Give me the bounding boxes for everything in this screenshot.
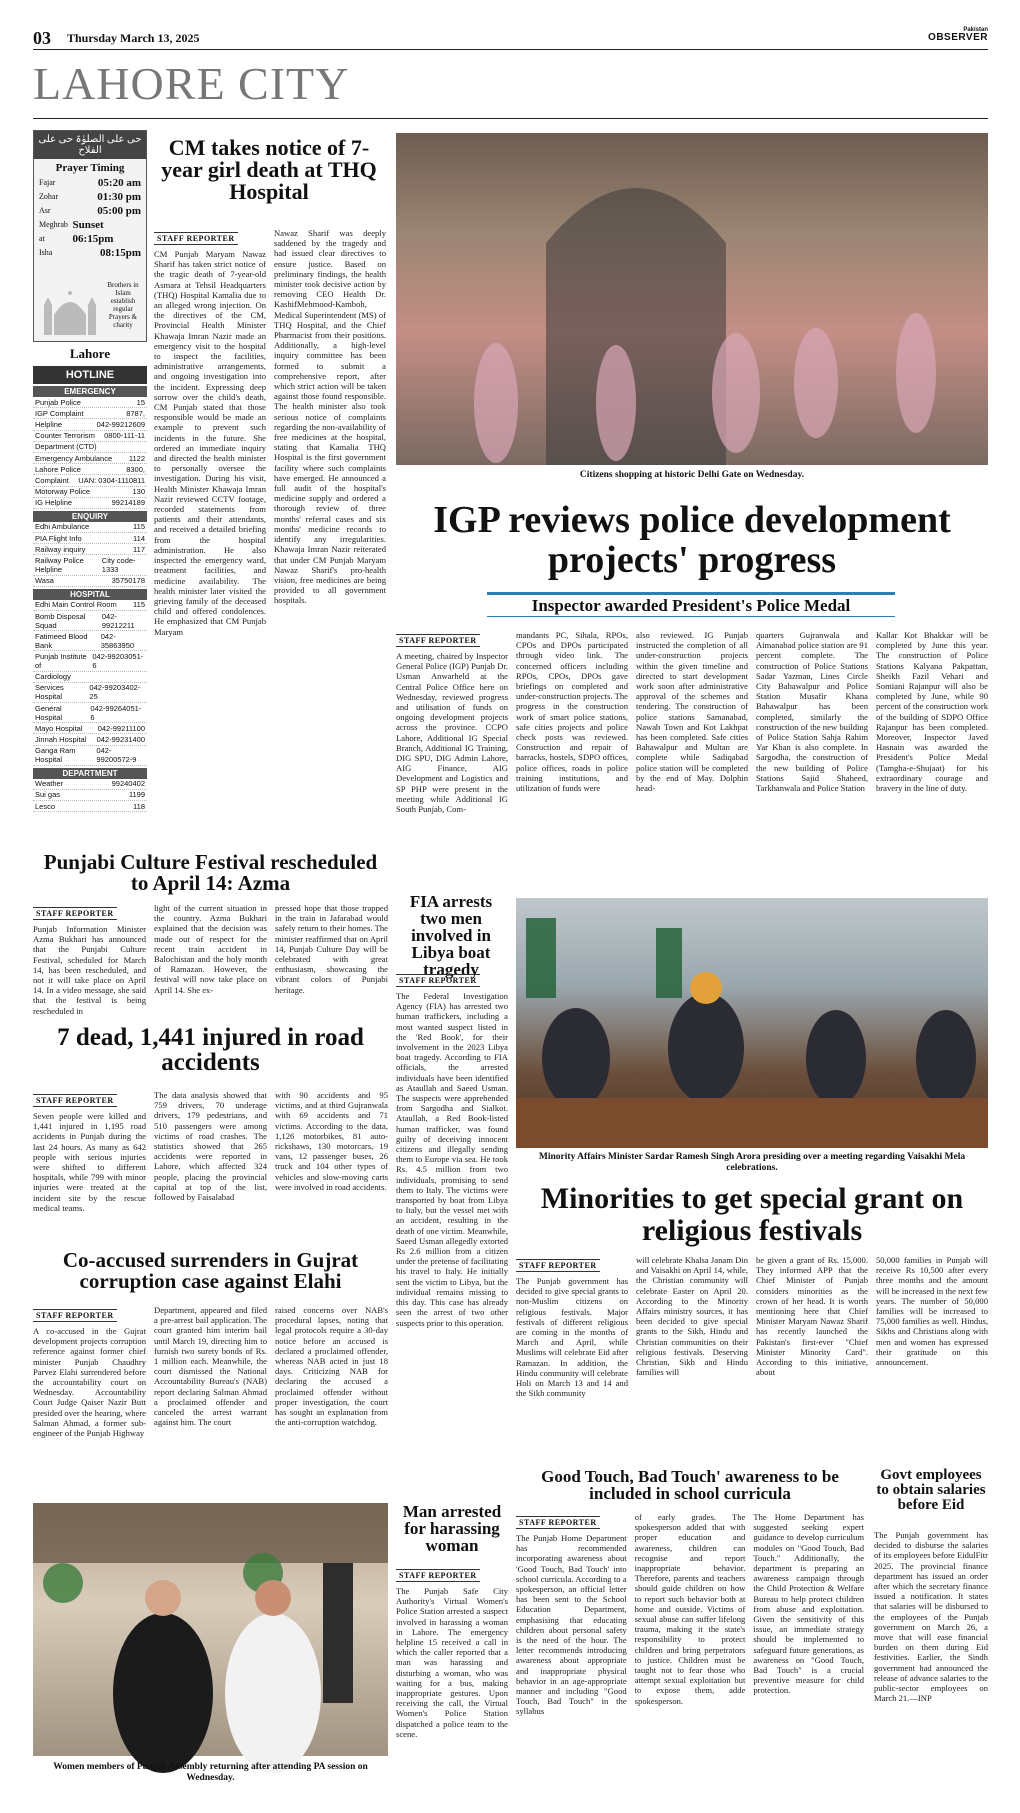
prayer-title: Prayer Timing — [55, 162, 125, 174]
hotline-box — [33, 366, 147, 811]
harass-headline: Man arrested for harassing woman — [402, 1502, 502, 1555]
hotline-title: HOTLINE — [33, 366, 147, 384]
goodtouch-byline: STAFF REPORTER — [516, 1516, 600, 1529]
minority-meeting-caption: Minority Affairs Minister Sardar Ramesh Singh Arora presiding over a meeting regarding Vaisakhi Mela celebrations. — [538, 1152, 966, 1173]
prayer-time: Sunset 06:15pm — [72, 219, 114, 245]
cm-article — [154, 228, 386, 848]
hotline-number: 115 — [133, 522, 145, 532]
minorities-col2: will celebrate Khalsa Janam Din and Vaisakhi on April 14, while, the Christian community will celebrate Easter on April 20. According to the Minority Affairs ministry sources, it has been decided to give special grants to the Sikh, Hindu and Christian communities on their religious festivals. Deserving Christian, Sikh and Hindu families will — [636, 1255, 748, 1378]
prayer-name: Asr — [39, 206, 51, 215]
fia-byline: STAFF REPORTER — [396, 974, 480, 987]
hotline-row — [33, 631, 147, 651]
hotline-number: 042-99231400 — [96, 734, 145, 744]
minority-meeting-photo — [516, 898, 988, 1148]
hotline-label: Bomb Disposal Squad — [35, 611, 86, 630]
hotline-number: 042-35863950 — [100, 631, 135, 650]
hotline-number: 114 — [133, 533, 145, 543]
hotline-row — [33, 498, 147, 509]
brand-logo: Pakistan OBSERVER — [928, 27, 988, 43]
header-rule — [33, 49, 988, 50]
hotline-number: 042-99212211 — [101, 611, 135, 630]
section-title: LAHORE CITY — [33, 58, 350, 109]
minorities-article — [516, 1255, 988, 1455]
hotline-label: Lesco — [35, 801, 56, 811]
issue-date: Thursday March 13, 2025 — [67, 31, 200, 45]
hotline-number: 115 — [133, 600, 145, 610]
prayer-name: Zohar — [39, 192, 59, 201]
hotline-label: Sui gas — [35, 790, 61, 800]
elahi-col3: raised concerns over NAB's procedural lapses, noting that legal protocols require a 30-day notice before an accused is declared a proclaimed offender, whereas NAB acted in just 18 days. Criticizing NAB for declaring the accused a proclaimed offender without proper investigation, the court has sought an explanation from the anti-corruption watchdog. — [275, 1305, 388, 1428]
hotline-label: Counter Terrorism — [35, 431, 95, 441]
hotline-row — [33, 576, 147, 587]
govt-headline: Govt employees to obtain salaries before Eid — [876, 1467, 986, 1513]
cm-byline: STAFF REPORTER — [154, 232, 238, 245]
goodtouch-col3: The Home Department has suggested seeking expert guidance to develop curriculum modules on "Good Touch, Bad Touch." Additionally, the department is preparing an awareness campaign through the Child Protection & Welfare Bureau to help protect children from abuse and exploitation. Given the sensitivity of this issue, an immediate strategy should be implemented to safeguard future generations, as awareness on "Good Touch, Bad Touch" is a crucial preventive measure for child protection. — [753, 1512, 865, 1696]
hotline-label: Ganga Ram Hospital — [35, 746, 76, 765]
punjabi-col3: pressed hope that those trapped in the train in Jafarabad would safely return to their homes. The minister reaffirmed that on April 14, Punjab Culture Day will be celebrated with great enthusiasm, showcasing the vibrant colors of Punjabi heritage. — [275, 903, 388, 995]
cm-col1: CM Punjab Maryam Nawaz Sharif has taken strict notice of the tragic death of 7-year-old Asmara at Tehsil Headquarters (THQ) Hospital Kamalia due to an alleged wrong injection. On the directives of the CM, Provincial Health Minister Khawaja Imran Nazir made an emergency visit to the hospital to inspect the facilities, administrative arrangements, and ongoing investigation into the incident. Expressing deep sorrow over the child's death, CM Punjab stated that those responsible would be made an example to prevent such incidents in the future. She ordered an immediate inquiry and directed the health minister to personally oversee the investigation. During his visit, Health Minister Khawaja Imran Nazir reviewed CCTV footage, recorded statements from patients and their attendants, and received a detailed briefing from the hospital administration. He also inspected the emergency ward, treatment facilities, and medicine availability. The health minister later visited the grieving family of the deceased child and offered condolences. He emphasized that CM Punjab Maryam — [154, 249, 266, 637]
prayer-timing-box — [33, 130, 147, 342]
igp-byline: STAFF REPORTER — [396, 634, 480, 647]
hotline-label: General Hospital — [35, 703, 63, 722]
minorities-col4: 50,000 families in Punjab will receive Rs 10,500 after every three months and the amount will be increased in the next few years. The number of 50,000 families will be increased to 75,000 families as well. Hindus, Sikhs and Christians along with men and women has expressed their gratitude on this announcement. — [876, 1255, 988, 1368]
hotline-row — [33, 431, 147, 442]
hotline-row — [33, 419, 147, 430]
minorities-byline: STAFF REPORTER — [516, 1259, 600, 1272]
hotline-row — [33, 544, 147, 555]
hotline-label: Edhi Main Control Room — [35, 600, 117, 610]
hotline-group-title: HOSPITAL — [33, 589, 147, 600]
igp-col4: quarters Gujranwala and Aimanabad police station are 91 percent complete. The construction of Police Stations Sadar Yazman, Lines Circle City Bahawalpur and Police Station Musafir Khana Bahawalpur has been completed, similarly the construction of the new building of Police Station Sahja Rahim Yar Khan is also complete. In Sargodha, the construction of the new building of Police Stations Sajid Shaheed, Tarkhanwala and Police Station — [756, 630, 868, 794]
page-number: 03 — [33, 28, 51, 48]
punjabi-col1: Punjab Information Minister Azma Bukhari has announced that the Punjabi Culture Festival, scheduled for March 14, has been rescheduled, and not it will take place on April 14. In a video message, she said that the festival is being rescheduled in — [33, 924, 146, 1016]
punjabi-headline: Punjabi Culture Festival rescheduled to April 14: Azma — [43, 850, 378, 895]
hotline-number: 130 — [132, 487, 145, 497]
hotline-row — [33, 600, 147, 611]
hotline-number: 042-99203051-6 — [92, 651, 144, 670]
hotline-label: Punjab Institute of — [35, 651, 87, 670]
prayer-city: Lahore — [69, 346, 111, 361]
govt-text: The Punjab government has decided to disburse the salaries of its employees before EidulFitr 2025. The provincial finance department has issued an order after which the secretary finance issued a notification. It states that salaries will be disbursed to the employees of the Punjab government on March 26, a move that will ease financial burden on them during Eid festivities. Earlier, the Sindh government had announced the release of advance salaries to the public-sector employees on March 21.—INP — [874, 1530, 988, 1704]
hotline-number: 042-99264051-6 — [90, 703, 142, 722]
accidents-headline: 7 dead, 1,441 injured in road accidents — [57, 1024, 364, 1076]
hotline-row — [33, 611, 147, 631]
hotline-label: Fatimeed Blood Bank — [35, 631, 88, 650]
igp-col1: A meeting, chaired by Inspector General Police (IGP) Punjab Dr. Usman Anwarheld at the Central Police Office here on Wednesday, reviewed progress and utilisation of funds on ongoing development projects across the province. CCPO Lahore, Additional IG Special Branch, Additional IG Training, DIG SPU, DIG Admin Lahore, AIG Finance, AIG Development and Logistics and SP PHP were present in the meeting while Additional IG South Punjab, Com- — [396, 651, 508, 815]
punjabi-article — [33, 903, 388, 1018]
hotline-row — [33, 442, 147, 453]
hotline-row — [33, 790, 147, 801]
hotline-label: Motorway Police — [35, 487, 91, 497]
hotline-label: PIA Flight Info — [35, 533, 82, 543]
hotline-label: Emergency Ambulance — [35, 453, 113, 463]
hotline-number: 118 — [133, 801, 145, 811]
accidents-article — [33, 1090, 388, 1245]
igp-article — [396, 630, 988, 880]
prayer-time-row — [39, 246, 141, 260]
hotline-number: City code-1333 — [101, 556, 136, 575]
igp-col5: Kallar Kot Bhakkar will be completed by June this year. The construction of Police Stations Kalyana Pakpattan, Sheikh Fazil Vehari and Somiani Rajanpur will also be completed by June, while 90 percent of the construction work of the building of SDPO Office Rajanpur has been completed. Moreover, Inspector Javed Hasnain was awarded the President's Police Medal (Tamgha-e-Shujaat) for his extraordinary courage and bravery in the line of duty. — [876, 630, 988, 794]
hotline-label: Punjab Police — [35, 397, 81, 407]
prayer-time-row — [39, 190, 141, 204]
hotline-number: 1122 — [128, 453, 145, 463]
prayer-time: 01:30 pm — [97, 191, 141, 203]
goodtouch-col2: of early grades. The spokesperson added that with proper education and awareness, children can recognise and report inappropriate behavior. Therefore, parents and teachers should guide children on how to report such behavior both at home and outside. Victims of sexual abuse can suffer lifelong trauma, making it the state's responsibility to protect children and bring perpetrators to justice. Children must be taught not to fear those who attempt sexual exploitation but to expose them, adde spokesperson. — [634, 1512, 746, 1706]
hotline-row — [33, 533, 147, 544]
hotline-number: 117 — [133, 544, 145, 554]
hotline-row — [33, 734, 147, 745]
goodtouch-article — [516, 1512, 864, 1792]
hotline-row — [33, 651, 147, 671]
goodtouch-headline: Good Touch, Bad Touch' awareness to be included in school curricula — [541, 1467, 839, 1503]
hotline-row — [33, 522, 147, 533]
elahi-article — [33, 1305, 388, 1495]
hotline-number: 15 — [136, 397, 145, 407]
elahi-byline: STAFF REPORTER — [33, 1309, 117, 1322]
prayer-note: Brothers in Islam establish regular Prayers & charity — [107, 281, 139, 329]
hotline-label: Railway Police Helpline — [35, 556, 84, 575]
hotline-row — [33, 672, 147, 683]
prayer-arabic: حی علی الصلوٰۃ حی علی الفلاح — [34, 131, 146, 159]
assembly-women-photo — [33, 1503, 388, 1756]
hotline-label: Lahore Police — [35, 464, 81, 474]
hotline-number: 8300, — [126, 464, 145, 474]
hotline-number: 042-99211100 — [97, 723, 145, 733]
accidents-col1: Seven people were killed and 1,441 injured in 1,195 road accidents in Punjab during the last 24 hours. As many as 642 people with serious injuries were shifted to different hospitals, while 799 with minor injuries were treated at the incident site by the rescue medical teams. — [33, 1111, 146, 1213]
hotline-number: 042-99200572-9 — [96, 746, 137, 765]
hotline-label: Cardiology — [35, 672, 71, 682]
igp-headline: IGP reviews police development projects' progress — [433, 499, 951, 581]
hotline-label: Department (CTD) — [35, 442, 97, 452]
cm-col2: Nawaz Sharif was deeply saddened by the tragedy and had issued clear directives to ensure justice. Based on preliminary findings, the health minister took decisive action by removing CEO Health Dr. KashifMehmood-Kamboh, Medical Superintendent (MS) of THQ Hospital, and the Chief Pharmacist from their positions. Additionally, a high-level inquiry committee has been formed to submit a comprehensive report, after which strict action will be taken against those found responsible. The health minister also took serious notice of complaints regarding the non-availability of free medicines at the hospital, stating that Kamalia THQ Hospital is the first government facility where such complaints have emerged. He announced a full audit of the hospital's medicine supply and ordered a thorough review of three months' referral cases and six months' medicine records to identify any irregularities. Khawaja Imran Nazir reiterated that under CM Punjab Maryam Nawaz Sharif's pro-health vision, free medicines are being provided to all government hospitals. — [274, 228, 386, 606]
harass-text: The Punjab Safe City Authority's Virtual Women's Police Station arrested a suspect involved in harassing a woman in Lahore. The emergency helpline 15 received a call in which the caller reported that a man was harassing and disturbing a woman, who was waiting for a bus, making inappropriate gestures. Upon receiving the call, the Virtual Women's Police Station dispatched a police team to the scene. — [396, 1586, 508, 1739]
mosque-icon — [38, 275, 102, 335]
elahi-col1: A co-accused in the Gujrat development projects corruption reference against former chief minister Punjab Chaudhry Parvez Elahi surrendered before the accountability court on Wednesday. Accountability Court Judge Qaiser Nazir Butt presided over the hearing, where Salman Ahmad, a former sub-engineer of the Punjab Highway — [33, 1326, 146, 1439]
hotline-label: Railway inquiry — [35, 544, 86, 554]
hotline-row — [33, 408, 147, 419]
cm-headline: CM takes notice of 7- year girl death at THQ Hospital — [161, 135, 377, 204]
delhi-gate-photo — [396, 133, 988, 465]
minorities-col3: be given a grant of Rs. 15,000. They informed APP that the Chief Minister of Punjab considers minorities as the crown of her head. It is worth mentioning here that Chief Minister Maryam Nawaz Sharif has recently launched the Pakistan's first-ever "Chief Minister Minority Card". According to this initiative, about — [756, 1255, 868, 1378]
hotline-row — [33, 555, 147, 575]
hotline-label: IGP Complaint — [35, 408, 84, 418]
hotline-group-title: ENQUIRY — [33, 511, 147, 522]
hotline-row — [33, 746, 147, 766]
hotline-label: Complaint — [35, 475, 69, 485]
hotline-label: Edhi Ambulance — [35, 522, 90, 532]
goodtouch-col1: The Punjab Home Department has recommended incorporating awareness about 'Good Touch, Bad Touch' into school curricula. According to a spokesperson, an official letter has been sent to the School Education Department, emphasising that educating children about personal safety is the need of the hour. The letter recommends introducing awareness about appropriate and inappropriate physical behavior in an age-appropriate manner and including "Good Touch, Bad Touch" in the syllabus — [516, 1533, 627, 1717]
hotline-row — [33, 683, 147, 703]
hotline-number: UAN: 0304-1110811 — [78, 475, 145, 485]
accidents-byline: STAFF REPORTER — [33, 1094, 117, 1107]
hotline-row — [33, 464, 147, 475]
minorities-col1: The Punjab government has decided to give special grants to non-Muslim citizens on religious festivals. Major festivals of different religious are coming in the months of March and April, while Muslims will celebrate Eid after Ramazan. In addition, the Hindu community will celebrate Holi on March 13 and 14 and the Sikh community — [516, 1276, 628, 1399]
delhi-gate-caption: Citizens shopping at historic Delhi Gate on Wednesday. — [579, 470, 805, 480]
igp-subhead: Inspector awarded President's Police Medal — [531, 596, 851, 615]
hotline-label: Helpline — [35, 419, 63, 429]
section-rule — [33, 118, 988, 119]
hotline-group-title: DEPARTMENT — [33, 768, 147, 779]
prayer-time: 08:15pm — [100, 247, 141, 259]
harass-byline: STAFF REPORTER — [396, 1569, 480, 1582]
igp-subhead-bar — [487, 592, 895, 617]
prayer-time: 05:00 pm — [97, 205, 141, 217]
hotline-group-title: EMERGENCY — [33, 386, 147, 397]
fia-article — [396, 970, 508, 1490]
hotline-label: Weather — [35, 779, 64, 789]
prayer-time-row — [39, 218, 141, 246]
prayer-name: Isha — [39, 248, 53, 257]
hotline-row — [33, 487, 147, 498]
hotline-label: Services Hospital — [35, 683, 64, 702]
hotline-row — [33, 475, 147, 486]
punjabi-col2: light of the current situation in the country. Azma Bukhari explained that the decision was made out of respect for the recent train accident in Balochistan and the holy month of Ramazan. However, the festival will now take place on April 14. She ex- — [154, 903, 267, 995]
govt-article — [874, 1530, 988, 1790]
fia-headline: FIA arrests two men involved in Libya boat tragedy — [409, 892, 493, 979]
page-header — [33, 26, 988, 48]
prayer-time-row — [39, 204, 141, 218]
hotline-groups — [33, 386, 147, 812]
hotline-number: 042-99212609 — [96, 419, 145, 429]
hotline-number: 1199 — [128, 790, 145, 800]
hotline-row — [33, 397, 147, 408]
hotline-label: Jinnah Hospital — [35, 734, 87, 744]
prayer-name: Fajar — [39, 178, 56, 187]
hotline-label: IG Helpline — [35, 498, 73, 508]
prayer-name: Meghrab at — [39, 220, 68, 243]
hotline-number: 0800-111-11 — [104, 431, 145, 441]
assembly-women-caption: Women members of Punjab Assembly returning after attending PA session on Wednesday. — [53, 1762, 368, 1783]
hotline-number: 99240402 — [111, 779, 145, 789]
hotline-number: 8787, — [126, 408, 145, 418]
accidents-col2: The data analysis showed that 759 drivers, 70 underage drivers, 179 pedestrians, and 510 passengers were among victims of road crashes. The statistics showed that 265 accidents were reported in Lahore, which affected 324 people, placing the provincial capital at top of the list, followed by Faisalabad — [154, 1090, 267, 1203]
fia-text: The Federal Investigation Agency (FIA) has arrested two human traffickers, including a most wanted suspect listed in the 'Red Book', for their involvement in the 2023 Libya boat tragedy. According to FIA officials, the arrested individuals have been identified as Ataullah and Saeed Usman. The suspects were apprehended from Sargodha and Sialkot. Ataullah, a Red Book-listed human trafficker, was found guilty of deceiving innocent citizens and illegally sending them to Europe via sea. He took Rs. 4.5 million from two individuals, promising to send them to Italy. The victims were transported by boat from Libya to Italy, but the vessel met with an accident, resulting in the death of one victim. Meanwhile, Saeed Usman allegedly extorted Rs 2.6 million from a citizen under the pretense of facilitating his travel to Italy. He initially sent the victim to Libya, but the individual remains missing to this day. This case has already seen the arrest of two other suspects prior to this operation. — [396, 991, 508, 1328]
hotline-label: Mayo Hospital — [35, 723, 83, 733]
minorities-headline: Minorities to get special grant on religious festivals — [540, 1182, 964, 1247]
hotline-number: 99214189 — [111, 498, 145, 508]
harass-article — [396, 1565, 508, 1780]
prayer-time: 05:20 am — [97, 177, 141, 189]
igp-col3: also reviewed. IG Punjab instructed the completion of all under-construction projects within the given timeline and directed to start development work soon after administrative approval of the schemes and tendering. The construction of police stations Samanabad, Nawab Town and Kot Lakhpat has been completed. Safe cities Bahawalpur and Multan are complete while Sadiqabad police station will be completed by the end of May. Dolphin head- — [636, 630, 748, 794]
hotline-row — [33, 723, 147, 734]
hotline-label: Wasa — [35, 576, 54, 586]
hotline-number: 35750178 — [111, 576, 145, 586]
prayer-times-list — [34, 174, 146, 262]
prayer-time-row — [39, 176, 141, 190]
elahi-headline: Co-accused surrenders in Gujrat corruption case against Elahi — [62, 1248, 359, 1293]
hotline-row — [33, 801, 147, 812]
elahi-col2: Department, appeared and filed a pre-arrest bail application. The court granted him interim bail until March 19, directing him to furnish two surety bonds of Rs. 1 million each. Meanwhile, the court dismissed the National Accountability Bureau's (NAB) report declaring Salman Ahmad a proclaimed offender and canceled the arrest warrant against him. The court — [154, 1305, 267, 1428]
accidents-col3: with 90 accidents and 95 victims, and at third Gujranwala with 69 accidents and 71 victims. According to the data, 1,126 motorbikes, 81 auto-rickshaws, 130 motorcars, 19 vans, 12 passenger buses, 26 truck and 104 other types of vehicles and slow-moving carts were involved in road accidents. — [275, 1090, 388, 1192]
igp-col2: mandants PC, Sihala, RPOs, CPOs and DPOs participated through video link. The concerned officers including RPOs, CPOs, DPOs gave briefings on completed and under-construction projects. The progress in the construction work of smart police stations, safe cities projects and police check posts was reviewed. Construction and repair of barracks, hostels, SDPO offices, police offices, roads in police training institutions, and utilization of funds were — [516, 630, 628, 794]
hotline-number: 042-99203402-25 — [89, 683, 141, 702]
hotline-row — [33, 779, 147, 790]
punjabi-byline: STAFF REPORTER — [33, 907, 117, 920]
hotline-row — [33, 703, 147, 723]
hotline-row — [33, 453, 147, 464]
